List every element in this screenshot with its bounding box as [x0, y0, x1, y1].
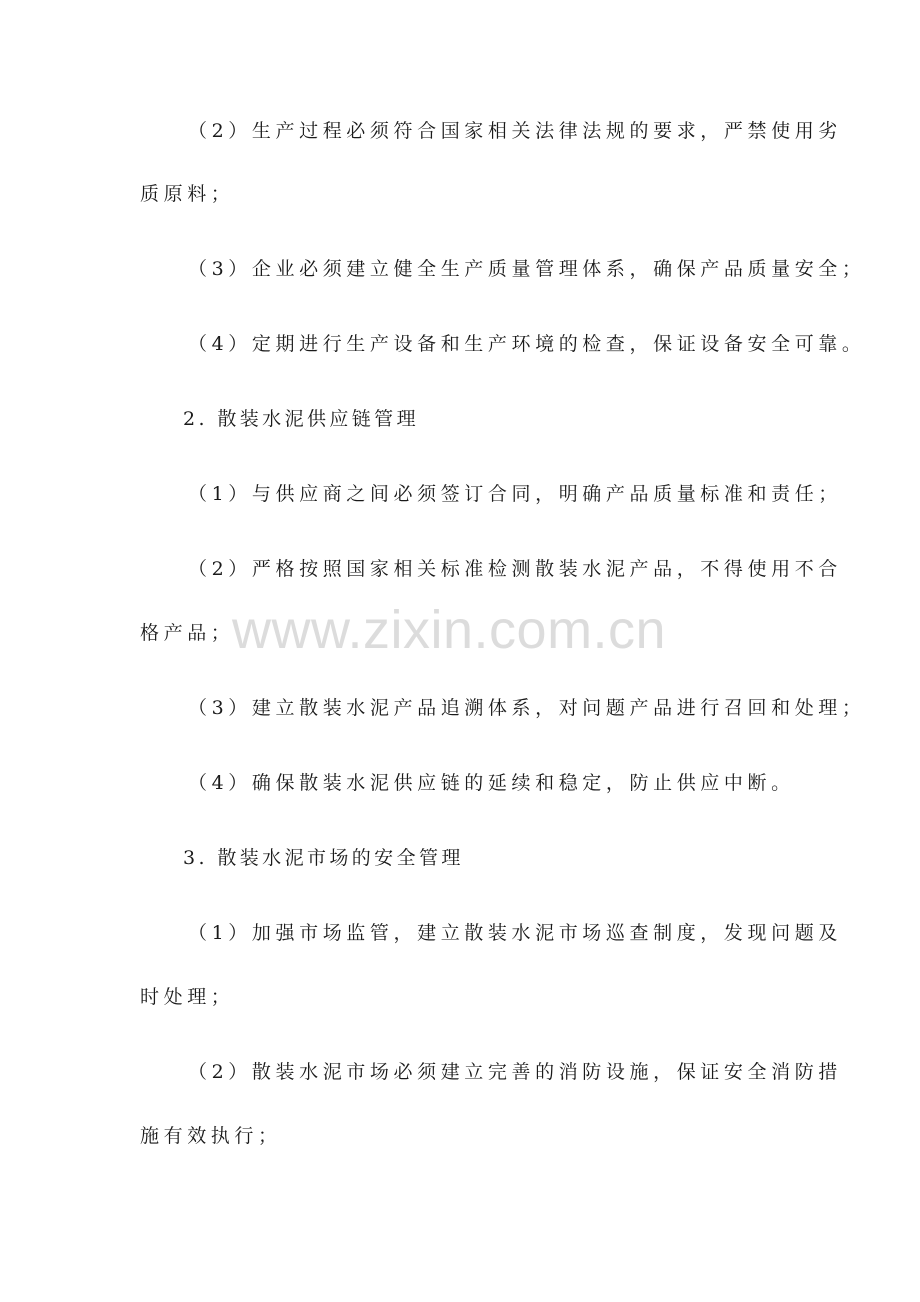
paragraph-line: 格产品； [140, 622, 235, 644]
paragraph-line: （1）与供应商之间必须签订合同，明确产品质量标准和责任； [188, 483, 842, 505]
paragraph-line: 施有效执行； [140, 1125, 282, 1147]
paragraph-line: （2）严格按照国家相关标准检测散装水泥产品，不得使用不合 [188, 558, 842, 580]
paragraph-line: （1）加强市场监管，建立散装水泥市场巡查制度，发现问题及 [188, 922, 842, 944]
paragraph-line: 质原料； [140, 183, 235, 205]
paragraph-line: （3）建立散装水泥产品追溯体系，对问题产品进行召回和处理； [188, 697, 866, 719]
paragraph-line: 时处理； [140, 986, 235, 1008]
paragraph-line: （4）定期进行生产设备和生产环境的检查，保证设备安全可靠。 [188, 333, 866, 355]
paragraph-line: （2）生产过程必须符合国家相关法律法规的要求，严禁使用劣 [188, 120, 842, 142]
paragraph-line: （4）确保散装水泥供应链的延续和稳定，防止供应中断。 [188, 772, 795, 794]
paragraph-line: （2）散装水泥市场必须建立完善的消防设施，保证安全消防措 [188, 1061, 842, 1083]
section-heading: 3. 散装水泥市场的安全管理 [183, 847, 464, 869]
paragraph-line: （3）企业必须建立健全生产质量管理体系，确保产品质量安全； [188, 258, 866, 280]
section-heading: 2. 散装水泥供应链管理 [183, 408, 419, 430]
watermark: www.zixin.com.cn [232, 600, 667, 660]
